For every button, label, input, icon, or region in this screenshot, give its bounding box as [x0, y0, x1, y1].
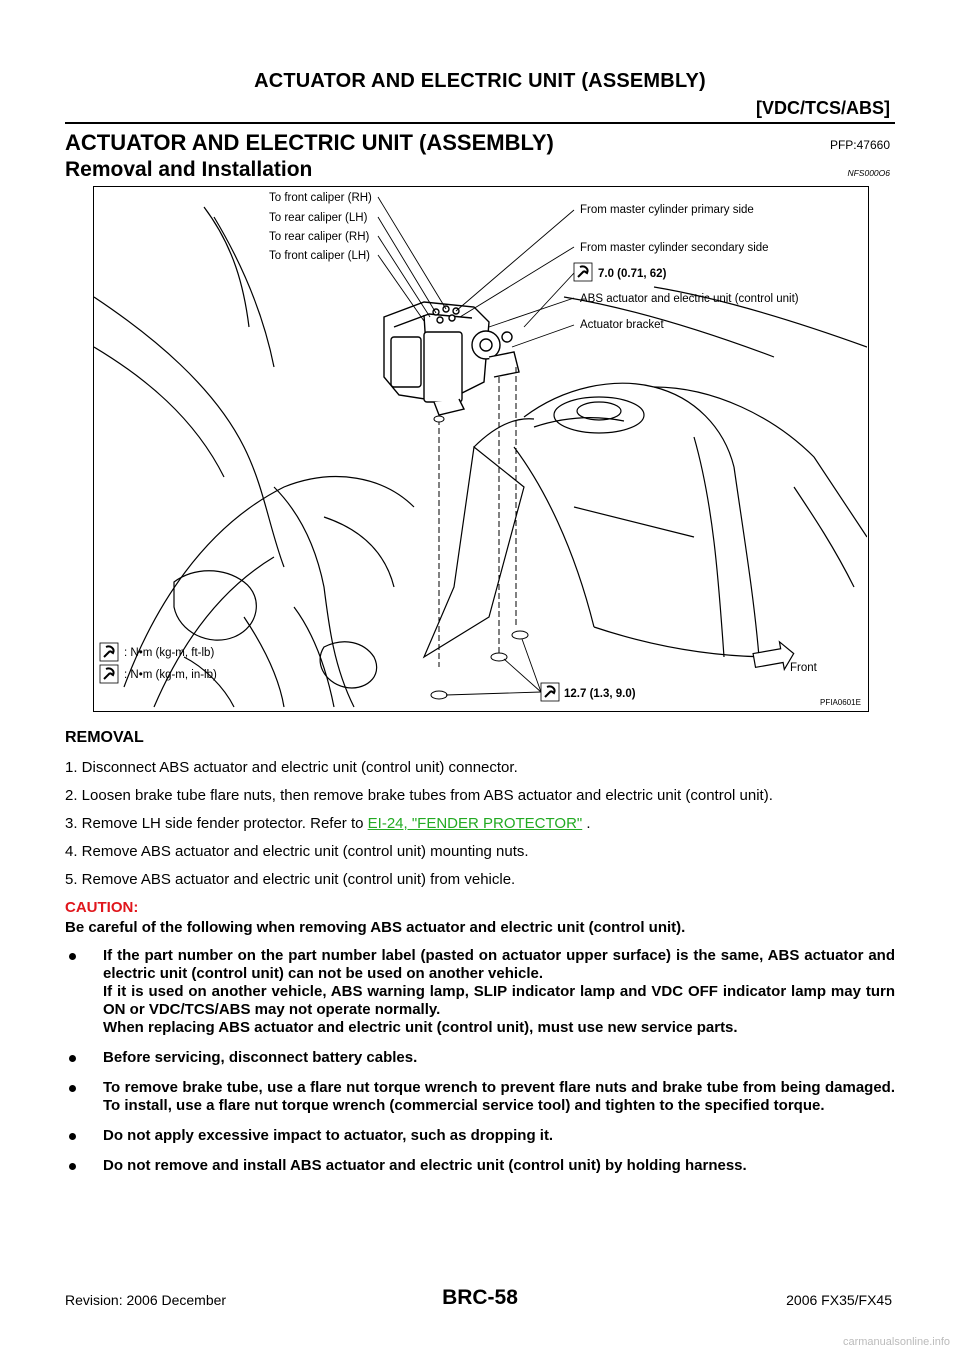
subsection-title: Removal and Installation [65, 158, 313, 181]
installation-figure [93, 186, 869, 712]
caution-item-text: If it is used on another vehicle, ABS warning lamp, SLIP indicator lamp and VDC OFF indicator lamp may turn ON or VDC/TCS/ABS may not operate normally. [103, 983, 895, 1019]
legend-ft-lb: : N•m (kg-m, ft-lb) [124, 647, 215, 659]
front-label: Front [790, 662, 817, 674]
caution-item-text: To remove brake tube, use a flare nut torque wrench to prevent flare nuts and brake tube from being damaged. To install, use a flare nut torque wrench (commercial service tool) and tighten to the specified torque. [103, 1079, 895, 1115]
bullet-icon [69, 953, 76, 960]
bullet-icon [69, 1085, 76, 1092]
legend-in-lb: : N•m (kg-m, in-lb) [124, 669, 217, 681]
legend-icon-in-lb [100, 665, 118, 683]
mounting-nuts [431, 367, 528, 699]
removal-step-5: 5. Remove ABS actuator and electric unit (control unit) from vehicle. [65, 871, 516, 889]
callout-rear-caliper-rh: To rear caliper (RH) [269, 231, 370, 243]
bullet-icon [69, 1055, 76, 1062]
callout-master-secondary: From master cylinder secondary side [580, 242, 769, 254]
installation-diagram [94, 187, 867, 710]
caution-item [65, 1079, 895, 1115]
section-title: ACTUATOR AND ELECTRIC UNIT (ASSEMBLY) [65, 130, 554, 155]
caution-item [65, 1049, 895, 1067]
page-header-subtitle: [VDC/TCS/ABS] [756, 98, 890, 118]
figure-code: PFIA0601E [820, 698, 861, 707]
callout-torque-lower: 12.7 (1.3, 9.0) [564, 688, 636, 700]
legend-icon-ft-lb [100, 643, 118, 661]
callout-torque-upper: 7.0 (0.71, 62) [598, 268, 667, 280]
leader-lines [378, 197, 574, 695]
torque-wrench-icon [574, 263, 592, 281]
caution-intro: Be careful of the following when removing ABS actuator and electric unit (control unit). [65, 919, 686, 937]
caution-item-text: Do not remove and install ABS actuator and electric unit (control unit) by holding harness. [103, 1157, 747, 1175]
caution-item [65, 1157, 895, 1175]
removal-heading: REMOVAL [65, 729, 144, 746]
removal-step-4: 4. Remove ABS actuator and electric unit (control unit) mounting nuts. [65, 843, 529, 861]
bullet-icon [69, 1163, 76, 1170]
callout-front-caliper-rh: To front caliper (RH) [269, 192, 372, 204]
caution-item-text: Do not apply excessive impact to actuator, such as dropping it. [103, 1127, 554, 1145]
body-outline [94, 207, 867, 707]
removal-step-3-tail: . [582, 815, 591, 833]
caution-label: CAUTION: [65, 899, 139, 917]
footer-model: 2006 FX35/FX45 [786, 1292, 892, 1308]
fender-protector-link[interactable]: EI-24, "FENDER PROTECTOR" [367, 815, 583, 833]
page-header-title: ACTUATOR AND ELECTRIC UNIT (ASSEMBLY) [254, 70, 706, 92]
footer-revision: Revision: 2006 December [65, 1292, 227, 1308]
caution-item-text: If the part number on the part number label (pasted on actuator upper surface) is the same, ABS actuator and electric unit (control unit) can not be used on another vehicle. [103, 947, 895, 983]
procedure-content [65, 722, 895, 1187]
callout-front-caliper-lh: To front caliper (LH) [269, 250, 370, 262]
callout-master-primary: From master cylinder primary side [580, 204, 754, 216]
footer-page-number: BRC-58 [442, 1286, 518, 1309]
caution-item [65, 947, 895, 1037]
callout-actuator-bracket: Actuator bracket [580, 319, 664, 331]
removal-step-3-text: 3. Remove LH side fender protector. Refer to [65, 815, 368, 833]
caution-item-text: When replacing ABS actuator and electric unit (control unit), must use new service parts. [103, 1019, 738, 1037]
caution-item [65, 1127, 895, 1145]
caution-item-text: Before servicing, disconnect battery cables. [103, 1049, 418, 1067]
torque-wrench-icon [541, 683, 559, 701]
subsection-code: NFS000O6 [847, 168, 890, 178]
callout-rear-caliper-lh: To rear caliper (LH) [269, 212, 368, 224]
removal-step-2: 2. Loosen brake tube flare nuts, then remove brake tubes from ABS actuator and electric unit (control unit). [65, 787, 773, 805]
removal-step-3 [65, 815, 895, 833]
removal-step-1: 1. Disconnect ABS actuator and electric unit (control unit) connector. [65, 759, 518, 777]
section-code: PFP:47660 [829, 138, 890, 152]
caution-list [65, 947, 895, 1175]
watermark: carmanualsonline.info [842, 1336, 950, 1348]
callout-abs-actuator: ABS actuator and electric unit (control unit) [580, 293, 799, 305]
header-rule [65, 122, 895, 124]
bullet-icon [69, 1133, 76, 1140]
